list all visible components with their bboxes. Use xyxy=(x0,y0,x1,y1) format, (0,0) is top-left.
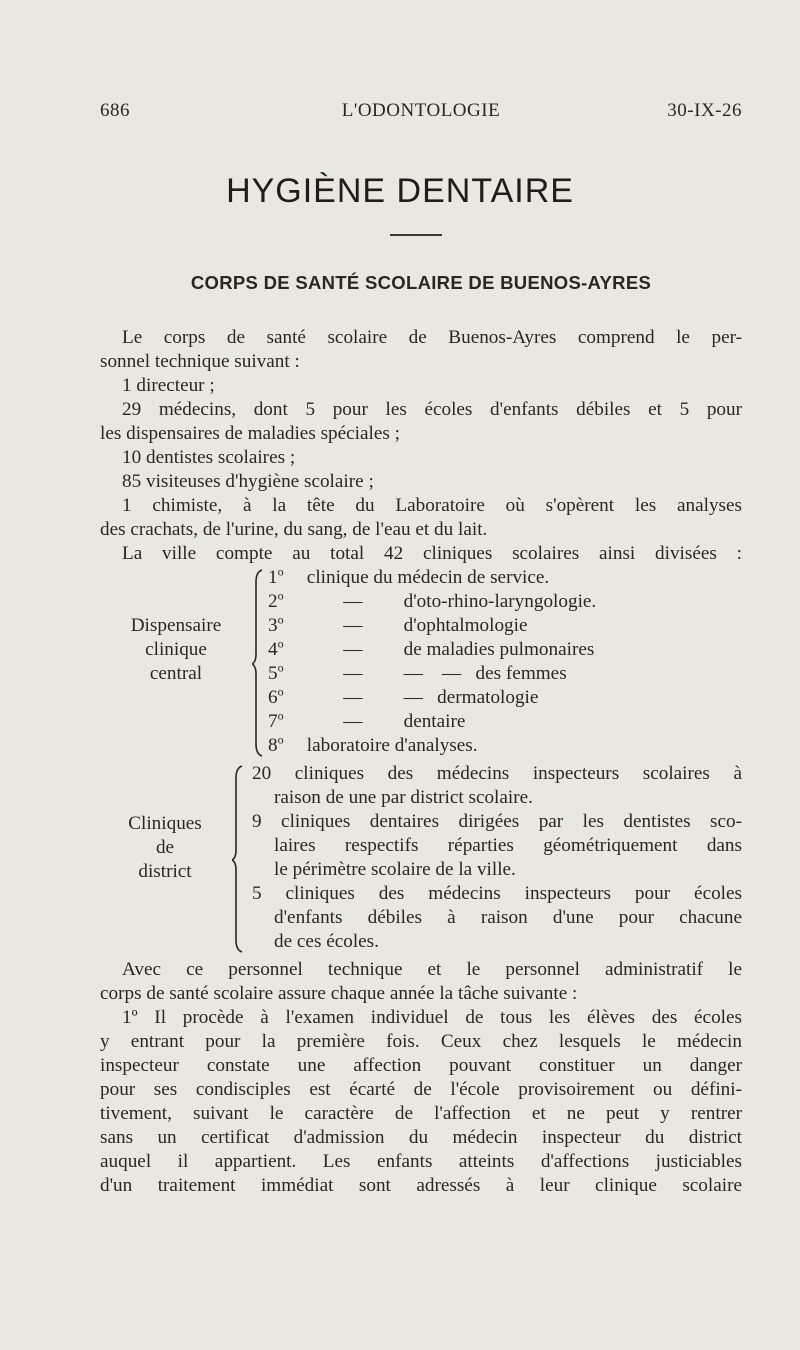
section-title: HYGIÈNE DENTAIRE xyxy=(226,172,574,210)
item-number: 3$^o$ xyxy=(268,612,284,636)
staff-line: 1 directeur ; xyxy=(122,375,215,396)
closing-line: Avec ce personnel technique et le personnel administratif le xyxy=(122,959,742,980)
page-number: 686 xyxy=(100,100,130,121)
item-number: 2$^o$ xyxy=(268,588,284,612)
intro-line: sonnel technique suivant : xyxy=(100,351,300,372)
ditto-dash: — xyxy=(343,591,363,612)
dispensary-brace xyxy=(252,568,268,758)
ditto-dash: — xyxy=(343,615,363,636)
dispensary-item xyxy=(268,734,478,758)
item-text: d'oto-rhino-laryngologie. xyxy=(403,591,597,612)
ditto-dash: — xyxy=(343,711,363,732)
ditto-dash: — xyxy=(343,663,363,684)
item-number: 8$^o$ xyxy=(268,732,284,756)
dispensary-label xyxy=(112,614,240,686)
journal-name: L'ODONTOLOGIE xyxy=(341,100,501,121)
closing-line: inspecteur constate une affection pouvant constituer un danger xyxy=(100,1055,742,1076)
item-text: clinique xyxy=(306,567,369,588)
district-line: laires respectifs réparties géométriquement dans xyxy=(274,835,742,856)
closing-line: corps de santé scolaire assure chaque année la tâche suivante : xyxy=(100,983,578,1004)
item-number: 1$^o$ xyxy=(268,564,284,588)
closing-line: 1º Il procède à l'examen individuel de tous les élèves des écoles xyxy=(122,1007,742,1028)
district-line: le périmètre scolaire de la ville. xyxy=(274,859,516,880)
item-text: d'ophtalmologie xyxy=(403,615,528,636)
district-brace xyxy=(232,764,248,954)
intro-line: Le corps de santé scolaire de Buenos-Ayres comprend le per- xyxy=(122,327,742,348)
staff-line: 29 médecins, dont 5 pour les écoles d'enfants débiles et 5 pour xyxy=(122,399,742,420)
dispensary-item xyxy=(268,686,538,710)
staff-line: 10 dentistes scolaires ; xyxy=(122,447,296,468)
item-text: — — des femmes xyxy=(403,663,567,684)
clinics-intro: La ville compte au total 42 cliniques scolaires ainsi divisées : xyxy=(122,543,742,564)
article-subtitle: CORPS DE SANTÉ SCOLAIRE DE BUENOS-AYRES xyxy=(190,272,652,293)
closing-line: d'un traitement immédiat sont adressés à leur clinique scolaire xyxy=(100,1175,742,1196)
staff-line: les dispensaires de maladies spéciales ; xyxy=(100,423,400,444)
issue-date: 30-IX-26 xyxy=(667,100,742,121)
item-text: laboratoire d'analyses. xyxy=(306,735,478,756)
dispensary-label-line: clinique xyxy=(145,639,207,660)
district-label-line: Cliniques xyxy=(128,813,202,834)
item-text: du médecin de service. xyxy=(373,567,550,588)
dispensary-item xyxy=(268,566,549,590)
district-line: 20 cliniques des médecins inspecteurs scolaires à xyxy=(252,763,742,784)
item-number: 7$^o$ xyxy=(268,708,284,732)
district-line: d'enfants débiles à raison d'une pour chacune xyxy=(274,907,742,928)
dispensary-item xyxy=(268,614,528,638)
dispensary-item xyxy=(268,638,594,662)
district-line: raison de une par district scolaire. xyxy=(274,787,533,808)
item-number: 4$^o$ xyxy=(268,636,284,660)
closing-line: auquel il appartient. Les enfants atteints d'affections justiciables xyxy=(100,1151,742,1172)
dispensary-label-line: central xyxy=(149,663,203,684)
running-head xyxy=(100,100,742,126)
closing-line: pour ses condisciples est écarté de l'école provisoirement ou défini- xyxy=(100,1079,742,1100)
dispensary-item xyxy=(268,590,596,614)
district-line: 9 cliniques dentaires dirigées par les dentistes sco- xyxy=(252,811,742,832)
dispensary-label-line: Dispensaire xyxy=(130,615,222,636)
dispensary-item xyxy=(268,662,567,686)
item-text: de maladies pulmonaires xyxy=(403,639,595,660)
district-label xyxy=(110,812,220,884)
closing-line: sans un certificat d'admission du médecin inspecteur du district xyxy=(100,1127,742,1148)
item-text: dentaire xyxy=(403,711,466,732)
title-rule xyxy=(390,234,442,236)
staff-line: 1 chimiste, à la tête du Laboratoire où s'opèrent les analyses xyxy=(122,495,742,516)
district-label-line: district xyxy=(138,861,192,882)
closing-line: tivement, suivant le caractère de l'affection et ne peut y rentrer xyxy=(100,1103,742,1124)
item-text: — dermatologie xyxy=(403,687,539,708)
district-line: 5 cliniques des médecins inspecteurs pour écoles xyxy=(252,883,742,904)
ditto-dash: — xyxy=(343,687,363,708)
district-line: de ces écoles. xyxy=(274,931,379,952)
item-number: 6$^o$ xyxy=(268,684,284,708)
district-label-line: de xyxy=(155,837,175,858)
staff-line: des crachats, de l'urine, du sang, de l'eau et du lait. xyxy=(100,519,488,540)
item-number: 5$^o$ xyxy=(268,660,284,684)
staff-line: 85 visiteuses d'hygiène scolaire ; xyxy=(122,471,374,492)
ditto-dash: — xyxy=(343,639,363,660)
closing-line: y entrant pour la première fois. Ceux chez lesquels le médecin xyxy=(100,1031,742,1052)
dispensary-item xyxy=(268,710,465,734)
